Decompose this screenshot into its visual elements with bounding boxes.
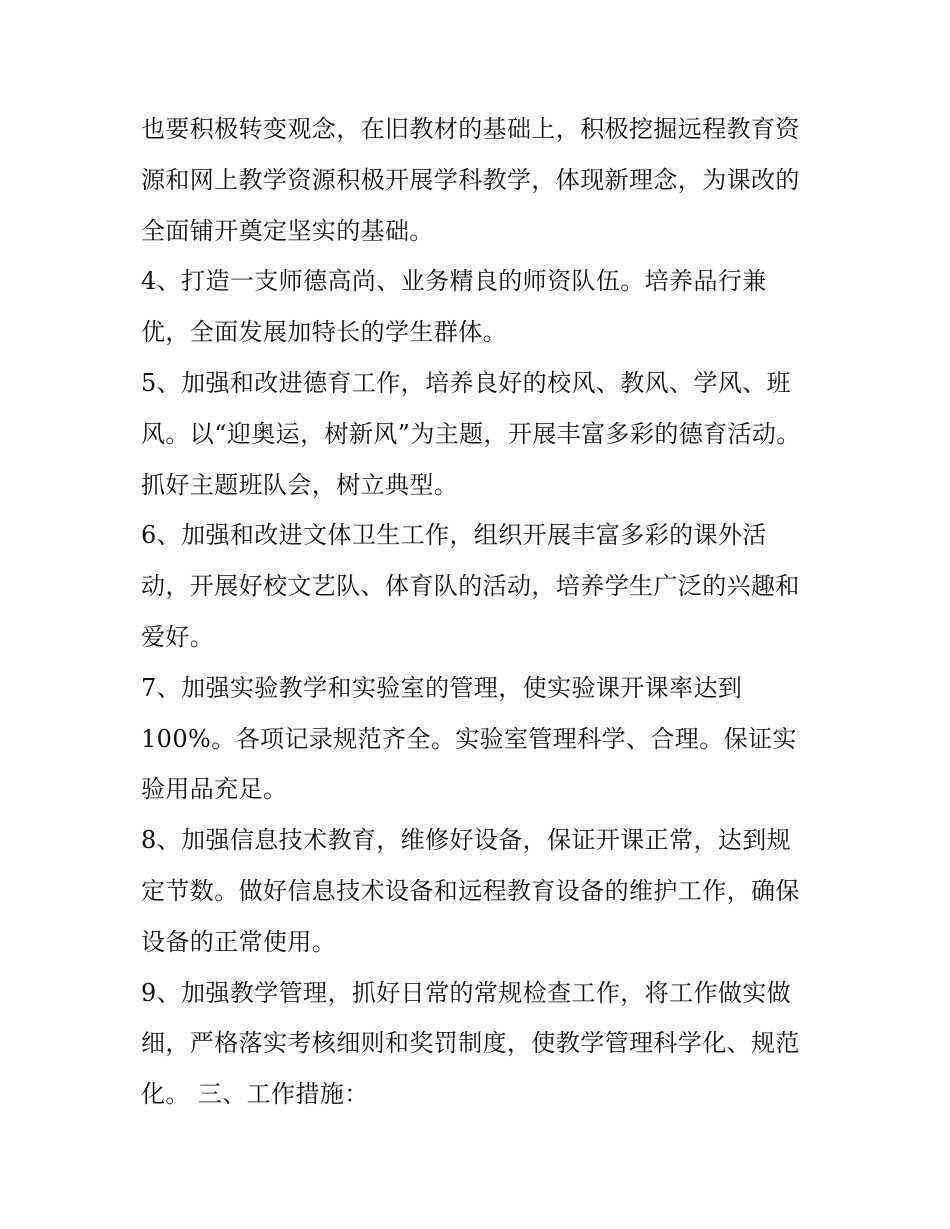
text-line: 定节数。做好信息技术设备和远程教育设备的维护工作，确保 bbox=[141, 876, 800, 905]
text-line: 9、加强教学管理，抓好日常的常规检查工作，将工作做实做 bbox=[141, 978, 792, 1007]
text-line: 细，严格落实考核细则和奖罚制度，使教学管理科学化、规范 bbox=[141, 1029, 800, 1058]
text-line: 爱好。 bbox=[141, 622, 215, 651]
text-line: 风。以“迎奥运，树新风”为主题，开展丰富多彩的德育活动。 bbox=[141, 419, 801, 448]
text-line: 源和网上教学资源积极开展学科教学，体现新理念，为课改的 bbox=[141, 165, 800, 194]
text-line: 8、加强信息技术教育，维修好设备，保证开课正常，达到规 bbox=[141, 826, 792, 855]
text-line: 全面铺开奠定坚实的基础。 bbox=[141, 216, 434, 245]
text-line: 优，全面发展加特长的学生群体。 bbox=[141, 318, 507, 347]
document-body bbox=[141, 104, 831, 1120]
text-line: 6、加强和改进文体卫生工作，组织开展丰富多彩的课外活 bbox=[141, 521, 767, 550]
text-line: 验用品充足。 bbox=[141, 775, 288, 804]
text-line: 5、加强和改进德育工作，培养良好的校风、教风、学风、班 bbox=[141, 368, 792, 397]
text-line: 4、打造一支师德高尚、业务精良的师资队伍。培养品行兼 bbox=[141, 267, 767, 296]
text-line: 化。 三、工作措施： bbox=[141, 1080, 369, 1109]
text-line: 100%。各项记录规范齐全。实验室管理科学、合理。保证实 bbox=[141, 724, 797, 753]
text-line: 动，开展好校文艺队、体育队的活动，培养学生广泛的兴趣和 bbox=[141, 572, 800, 601]
text-line: 7、加强实验教学和实验室的管理，使实验课开课率达到 bbox=[141, 673, 743, 702]
text-line: 设备的正常使用。 bbox=[141, 927, 337, 956]
text-line: 也要积极转变观念，在旧教材的基础上，积极挖掘远程教育资 bbox=[141, 115, 800, 143]
text-line: 抓好主题班队会，树立典型。 bbox=[141, 470, 459, 499]
